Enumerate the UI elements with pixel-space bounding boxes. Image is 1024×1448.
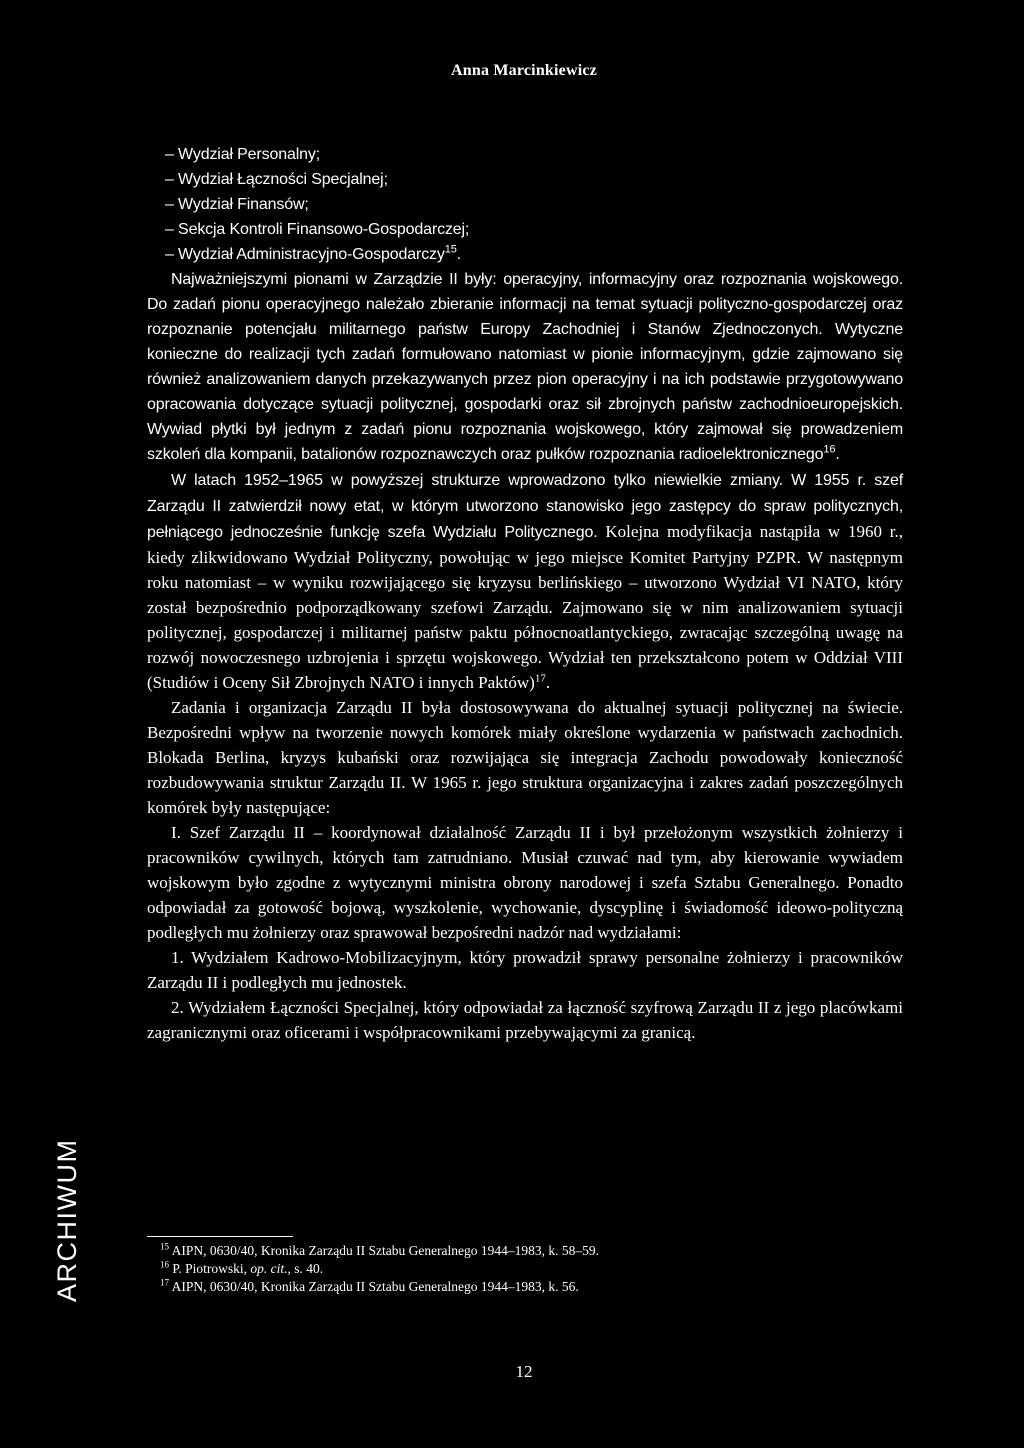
footnote-ref-15: 15 xyxy=(444,243,457,256)
footnotes xyxy=(160,1242,860,1296)
list-item-last xyxy=(147,242,903,267)
list-item: – Wydział Łączności Specjalnej; xyxy=(165,171,388,188)
footnote-ref-16: 16 xyxy=(823,443,836,456)
paragraph-1-text: Najważniejszymi pionami w Zarządzie II były: operacyjny, informacyjny oraz rozpoznania wojskowego. Do zadań pionu operacyjnego należało zbieranie informacji na temat sytuacji polityczno-gospodarczej oraz rozpoznanie potencjału militarnego państw Europy Zachodniej i Stanów Zjednoczonych. Wytyczne konieczne do realizacji tych zadań formułowano natomiast w pionie informacyjnym, gdzie zajmowano się również analizowaniem danych przekazywanych przez pion operacyjny i na ich podstawie przygotowywano opracowania dotyczące sytuacji politycznej, gospodarki oraz sił zbrojnych państw zachodnioeuropejskich. Wywiad płytki był jednym z zadań pionu rozpoznania wojskowego, który zajmował się prowadzeniem szkoleń dla kompanii, batalionów rozpoznawczych oraz pułków rozpoznania radioelektronicznego xyxy=(147,271,903,463)
paragraph-5: 1. Wydziałem Kadrowo-Mobilizacyjnym, który prowadził sprawy personalne żołnierzy i pracowników Zarządu II i podległych mu jednostek. xyxy=(147,948,903,992)
footnote-15 xyxy=(160,1242,860,1260)
paragraph-2a-text: W latach 1952–1965 w powyższej strukturze wprowadzono tylko niewielkie zmiany. W 1955 r. szef Zarządu II zatwierdził nowy etat, w którym utworzono stanowisko jego zastępcy do spraw politycznych, pełniącego jednocześnie funkcję szefa Wydziału Politycznego. xyxy=(147,472,903,541)
running-header-author: Anna Marcinkiewicz xyxy=(451,62,597,79)
footnote-text: AIPN, 0630/40, Kronika Zarządu II Sztabu Generalnego 1944–1983, k. 56. xyxy=(171,1279,579,1294)
archive-side-label: ARCHIWUM xyxy=(52,1138,82,1302)
footnote-text: AIPN, 0630/40, Kronika Zarządu II Sztabu Generalnego 1944–1983, k. 58–59. xyxy=(171,1243,600,1258)
footnote-17 xyxy=(160,1278,860,1296)
footnote-16 xyxy=(160,1260,860,1278)
list-item: – Wydział Personalny; xyxy=(165,146,320,163)
list-item-text: – Wydział Administracyjno-Gospodarczy xyxy=(165,246,445,263)
paragraph-2b-text: Kolejna modyfikacja nastąpiła w 1960 r., kiedy zlikwidowano Wydział Polityczny, powołując w jego miejsce Komitet Partyjny PZPR. W następnym roku natomiast – w wyniku rozwijającego się kryzysu berlińskiego – utworzono Wydział VI NATO, który został bezpośrednio podporządkowany szefowi Zarządu. Zajmowano się w nim analizowaniem sytuacji politycznej, gospodarczej i militarnej państw paktu północnoatlantyckiego, zwracając szczególną uwagę na rozwój nowoczesnego uzbrojenia i sprzętu wojskowego. Wydział ten przekształcono potem w Oddział VIII (Studiów i Oceny Sił Zbrojnych NATO i innych Paktów) xyxy=(147,522,904,692)
main-text xyxy=(147,142,903,1045)
list-item-tail: . xyxy=(456,246,461,263)
paragraph-3: Zadania i organizacja Zarządu II była dostosowywana do aktualnej sytuacji politycznej na świecie. Bezpośredni wpływ na tworzenie nowych komórek miały określone wydarzenia w państwach zachodnich. Blokada Berlina, kryzys kubański oraz rozwijająca się integracja Zachodu powodowały konieczność rozbudowywania struktur Zarządu II. W 1965 r. jego struktura organizacyjna i zakres zadań poszczególnych komórek były następujące: xyxy=(147,698,903,817)
footnote-ref-17: 17 xyxy=(534,672,546,685)
paragraph-2-tail: . xyxy=(545,673,551,692)
list-item: – Sekcja Kontroli Finansowo-Gospodarczej; xyxy=(165,221,470,238)
paragraph-4: I. Szef Zarządu II – koordynował działalność Zarządu II i był przełożonym wszystkich żołnierzy i pracowników cywilnych, których tam zatrudniano. Musiał czuwać nad tym, aby kierowanie wywiadem wojskowym było zgodne z wytycznymi ministra obrony narodowej i szefa Sztabu Generalnego. Ponadto odpowiadał za gotowość bojową, wyszkolenie, wychowanie, dyscyplinę i świadomość ideowo-polityczną podległych mu żołnierzy oraz sprawował bezpośredni nadzór nad wydziałami: xyxy=(147,823,903,942)
footnote-number: 15 xyxy=(160,1241,169,1252)
footnote-text: P. Piotrowski, xyxy=(172,1261,251,1276)
footnote-italic: op. cit. xyxy=(250,1261,288,1276)
paragraph-2 xyxy=(147,467,903,695)
page-number: 12 xyxy=(515,1362,533,1381)
footnote-text-after: , s. 40. xyxy=(287,1261,324,1276)
list-item: – Wydział Finansów; xyxy=(165,196,309,213)
paragraph-1 xyxy=(147,267,903,467)
footnote-divider xyxy=(147,1236,293,1237)
paragraph-1-tail: . xyxy=(835,446,840,463)
footnote-number: 16 xyxy=(160,1259,169,1270)
paragraph-6: 2. Wydziałem Łączności Specjalnej, który odpowiadał za łączność szyfrową Zarządu II z jego placówkami zagranicznymi oraz oficerami i współpracownikami przebywającymi za granicą. xyxy=(147,998,903,1042)
footnote-number: 17 xyxy=(160,1277,169,1288)
